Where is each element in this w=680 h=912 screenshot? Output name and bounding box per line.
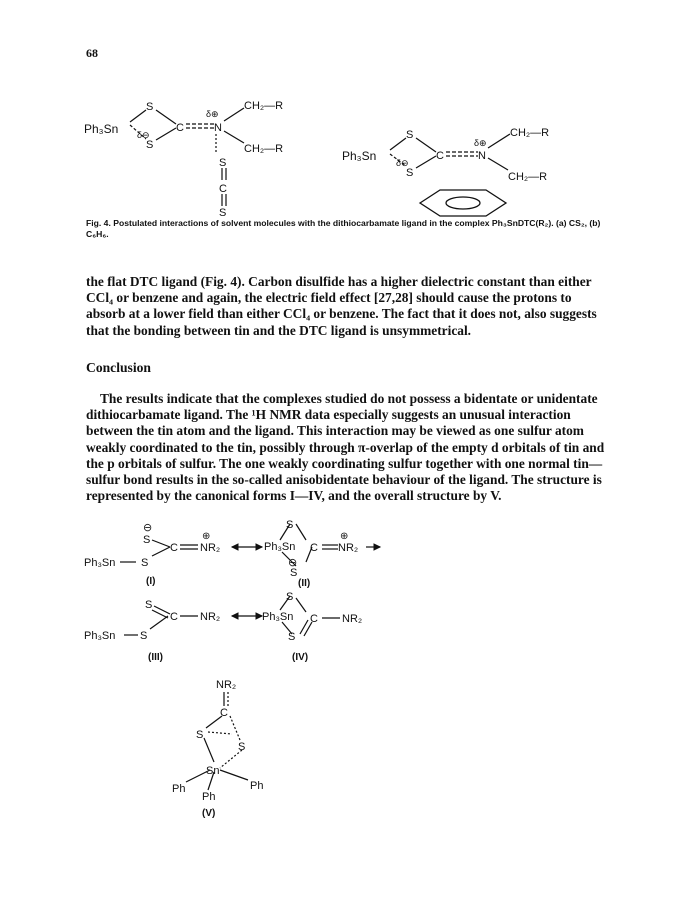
form-V-s-right: S	[238, 741, 246, 753]
form-III-nr2: NR₂	[200, 611, 221, 623]
form-I-plus: ⊕	[202, 531, 211, 542]
fig4-right-nitrogen: N	[478, 150, 486, 162]
fig4-right-delta-minus: δ⊖	[396, 158, 409, 168]
form-II-ph3sn: Ph₃Sn	[264, 541, 296, 553]
page-number: 68	[86, 46, 98, 60]
form-I-s-single: S	[141, 557, 149, 569]
fig4-left-cs2-s1: S	[219, 157, 227, 169]
form-II-label: (II)	[298, 578, 311, 589]
fig4-left-ch2r-top: CH₂—R	[244, 100, 284, 112]
form-I-minus: ⊖	[143, 522, 153, 534]
form-II-minus: ⊖	[288, 557, 298, 569]
form-V-ph-left: Ph	[172, 783, 186, 795]
fig4-right-s-bottom: S	[406, 167, 414, 179]
form-III-label: (III)	[148, 652, 163, 663]
fig4-left-s-top: S	[146, 101, 154, 113]
form-IV-nr2: NR₂	[342, 613, 363, 625]
form-II-carbon: C	[310, 542, 318, 554]
benzene-ring	[420, 190, 506, 216]
fig4-left-ph3sn: Ph₃Sn	[84, 122, 119, 136]
fig4-left-delta-plus: δ⊕	[206, 109, 219, 119]
fig4-right-s-top: S	[406, 129, 414, 141]
fig4-right-ch2r-top: CH₂—R	[510, 127, 550, 139]
form-III-s-double: S	[145, 599, 153, 611]
fig4-left-nitrogen: N	[214, 122, 222, 134]
form-II-plus: ⊕	[340, 531, 349, 542]
fig4-right-ch2r-bottom: CH₂—R	[508, 171, 548, 183]
form-V-nr2: NR₂	[216, 679, 237, 691]
form-V-tin: Sn	[206, 765, 220, 777]
form-V-label: (V)	[202, 808, 216, 819]
fig4-left-carbon: C	[176, 122, 184, 134]
form-IV-label: (IV)	[292, 652, 309, 663]
fig4-right-delta-plus: δ⊕	[474, 138, 487, 148]
form-I-carbon: C	[170, 542, 178, 554]
form-V-ph-right: Ph	[250, 780, 264, 792]
form-V-ph-mid: Ph	[202, 791, 216, 803]
form-III-carbon: C	[170, 611, 178, 623]
section-heading-conclusion: Conclusion	[86, 360, 151, 375]
fig4-left-cs2-c: C	[219, 183, 227, 195]
paragraph-1: the flat DTC ligand (Fig. 4). Carbon disulfide has a higher dielectric constant than either CCl₄ or benzene and again, the electric field effect [27,28] should cause the protons to absorb at a lower field than either CCl₄ or benzene. The fact that it does not, also suggests that the bonding between tin and the DTC ligand is unsymmetrical.	[86, 274, 597, 338]
form-I-s-charged: S	[143, 534, 151, 546]
fig4-left-delta-minus: δ⊖	[137, 130, 150, 140]
fig4-right-ph3sn: Ph₃Sn	[342, 149, 377, 163]
form-IV-carbon: C	[310, 613, 318, 625]
fig4-left-ch2r-bottom: CH₂—R	[244, 143, 284, 155]
form-II-nr2: NR₂	[338, 542, 359, 554]
fig4-right-carbon: C	[436, 150, 444, 162]
form-IV-s-top: S	[286, 591, 294, 603]
form-III-ph3sn: Ph₃Sn	[84, 630, 116, 642]
fig4-left-s-bottom: S	[146, 139, 154, 151]
form-IV-s-bottom: S	[288, 631, 296, 643]
form-III-s-single: S	[140, 630, 148, 642]
form-II-s-bottom: S	[290, 567, 298, 579]
paragraph-2: The results indicate that the complexes studied do not possess a bidentate or unidentate dithiocarbamate ligand. The ¹H NMR data especially suggests an unusual interaction between the tin atom and the ligand. This interaction may be viewed as one sulfur atom weakly coordinated to the tin, possibly through π-overlap of the empty d orbitals of tin and the p orbitals of sulfur. The one weakly coordinating sulfur together with one normal tin—sulfur bond results in the so-called anisobidentate behaviour of the ligand. The structure is represented by the canonical forms I—IV, and the overall structure by V.	[86, 391, 605, 504]
fig4-left-cs2-s2: S	[219, 207, 227, 219]
form-I-ph3sn: Ph₃Sn	[84, 557, 116, 569]
form-II-s-top: S	[286, 519, 294, 531]
form-IV-ph3sn: Ph₃Sn	[262, 611, 294, 623]
form-V-s-left: S	[196, 729, 204, 741]
form-I-nr2: NR₂	[200, 542, 221, 554]
form-V-carbon: C	[220, 707, 228, 719]
figure-caption: Fig. 4. Postulated interactions of solvent molecules with the dithiocarbamate ligand in the complex Ph₃SnDTC(R₂). (a) CS₂, (b) C₆H₆.	[86, 218, 601, 239]
form-I-label: (I)	[146, 576, 156, 587]
